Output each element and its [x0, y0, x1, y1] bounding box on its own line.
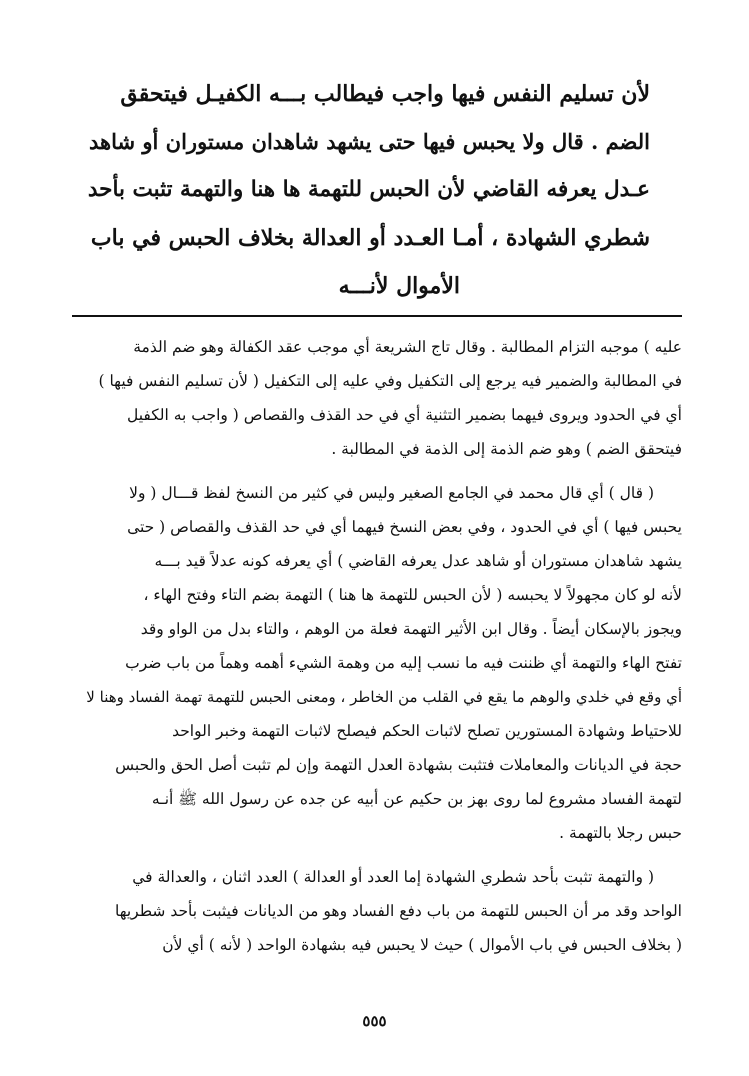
page-number: ٥٥٥: [362, 1012, 387, 1030]
main-text-line: الأموال لأنـــه: [338, 273, 460, 299]
commentary-line: حبس رجلا بالتهمة .: [559, 824, 682, 842]
commentary-line: للاحتياط وشهادة المستورين تصلح لاثبات الحكم فيصلح لاثبات التهمة وخبر الواحد: [172, 722, 682, 740]
commentary-line: فيتحقق الضم ) وهو ضم الذمة إلى الذمة في المطالبة .: [331, 440, 682, 458]
commentary-line: يحبس فيها ) أي في الحدود ، وفي بعض النسخ فيهما أي في حد القذف والقصاص ( حتى: [127, 518, 682, 536]
commentary-line: لتهمة الفساد مشروع لما روى بهز بن حكيم عن أبيه عن جده عن رسول الله ﷺ أنـه: [151, 790, 682, 808]
main-text: [84, 70, 650, 310]
commentary-line: في المطالبة والضمير فيه يرجع إلى التكفيل وفي عليه إلى التكفيل ( لأن تسليم النفس فيها ): [98, 372, 682, 390]
separator-rule: [72, 315, 682, 317]
commentary-line: ( قال ) أي قال محمد في الجامع الصغير وليس في كثير من النسخ لفظ قـــال ( ولا: [129, 484, 654, 502]
commentary-line: ويجوز بالإسكان أيضاً . وقال ابن الأثير التهمة فعلة من الوهم ، والتاء بدل من الواو وقد: [140, 620, 682, 638]
commentary: [72, 330, 682, 972]
commentary-line: لأنه لو كان مجهولاً لا يحبسه ( لأن الحبس للتهمة ها هنا ) التهمة بضم التاء وفتح الهاء ،: [143, 586, 682, 604]
commentary-line: ( بخلاف الحبس في باب الأموال ) حيث لا يحبس فيه بشهادة الواحد ( لأنه ) أي لأن: [162, 936, 682, 954]
commentary-line: عليه ) موجبه التزام المطالبة . وقال تاج الشريعة أي موجب عقد الكفالة وهو ضم الذمة: [133, 338, 682, 356]
commentary-line: ( والتهمة تثبت بأحد شطري الشهادة إما العدد أو العدالة ) العدد اثنان ، والعدالة في: [132, 868, 654, 886]
commentary-paragraph: [72, 476, 682, 850]
commentary-line: أي وقع في خلدي والوهم ما يقع في القلب من الخاطر ، ومعنى الحبس للتهمة تهمة الفساد وهنا لا: [86, 688, 682, 706]
commentary-line: حجة في الديانات والمعاملات فتثبت بشهادة العدل التهمة وإن لم تثبت أصل الحق والحبس: [115, 756, 682, 774]
main-text-line: عـدل يعرفه القاضي لأن الحبس للتهمة ها هنا والتهمة تثبت بأحد: [87, 177, 650, 202]
main-text-line: شطري الشهادة ، أمـا العـدد أو العدالة بخلاف الحبس في باب: [90, 225, 650, 251]
commentary-line: أي في الحدود ويروى فيهما بضمير التثنية أي في حد القذف والقصاص ( واجب به الكفيل: [126, 406, 682, 424]
commentary-paragraph: [72, 860, 682, 962]
main-text-line: لأن تسليم النفس فيها واجب فيطالب بـــه الكفيـل فيتحقق: [120, 81, 650, 107]
main-text-line: الضم . قال ولا يحبس فيها حتى يشهد شاهدان مستوران أو شاهد: [88, 129, 650, 154]
commentary-line: تفتح الهاء والتهمة أي ظننت فيه ما نسب إليه من وهمة الشيء أهمه وهماً من باب ضرب: [125, 654, 682, 672]
commentary-line: الواحد وقد مر أن الحبس للتهمة من باب دفع الفساد وهو من الديانات فيثبت بأحد شطريها: [114, 902, 682, 920]
commentary-paragraph: [72, 330, 682, 466]
commentary-line: يشهد شاهدان مستوران أو شاهد عدل يعرفه القاضي ) أي يعرفه كونه عدلاً قيد بـــه: [154, 552, 682, 570]
